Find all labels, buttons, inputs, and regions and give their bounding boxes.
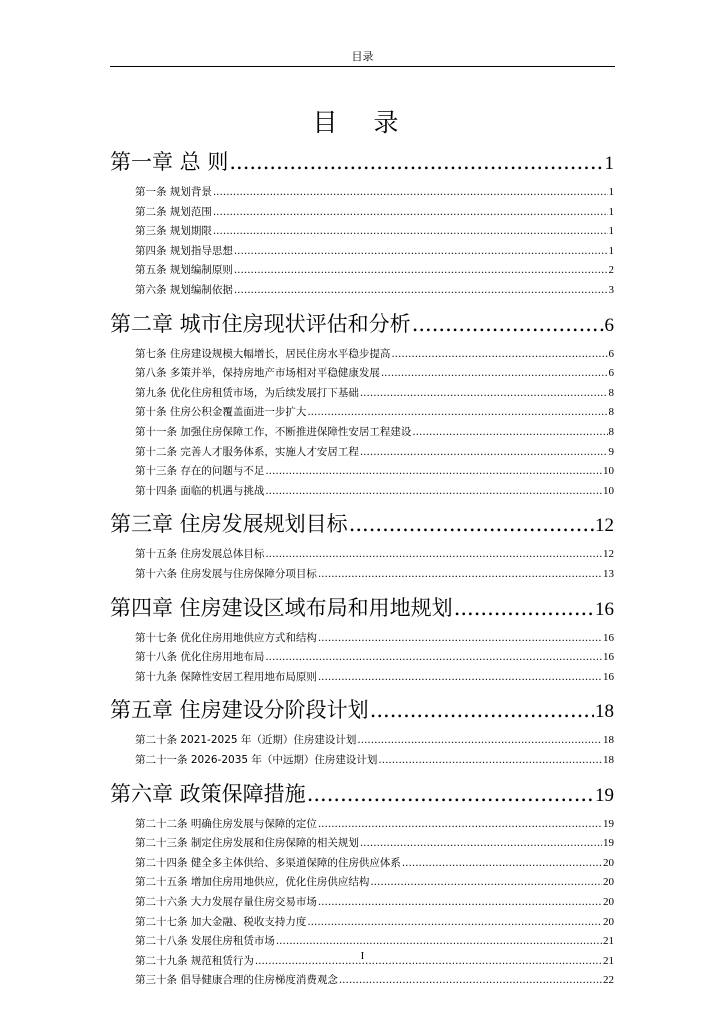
toc-dot-leader	[229, 148, 603, 176]
toc-entry-label: 第十五条 住房发展总体目标	[135, 548, 265, 561]
toc-dot-leader	[318, 669, 602, 685]
toc-section-entry[interactable]	[135, 262, 614, 278]
toc-page-number: 2	[608, 264, 614, 277]
toc-section-entry[interactable]	[135, 282, 614, 298]
toc-page-number: 8	[608, 386, 614, 399]
toc-page-number: 1	[608, 244, 614, 257]
toc-dot-leader	[318, 894, 602, 910]
toc-page-number: 9	[608, 445, 614, 458]
toc-section-entry[interactable]	[135, 855, 614, 871]
toc-dot-leader	[318, 566, 602, 582]
toc-entry-label: 第十八条 优化住房用地布局	[135, 651, 265, 664]
toc-entry-label: 第五条 规划编制原则	[135, 264, 233, 277]
toc-section-entry[interactable]	[135, 566, 614, 582]
toc-dot-leader	[234, 262, 608, 278]
toc-dot-leader	[391, 346, 607, 362]
toc-page-number: 19	[595, 784, 614, 806]
toc-section-entry[interactable]	[135, 914, 614, 930]
toc-page-number: 6	[604, 314, 614, 336]
toc-page-number: 6	[608, 347, 614, 360]
toc-dot-leader	[357, 732, 602, 748]
toc-section-entry[interactable]	[135, 630, 614, 646]
toc-entry-label: 第三十条 倡导健康合理的住房梯度消费观念	[135, 974, 338, 987]
toc-dot-leader	[349, 510, 594, 538]
toc-entry-label: 第十条 住房公积金覆盖面进一步扩大	[135, 406, 307, 419]
toc-dot-leader	[381, 365, 608, 381]
toc-dot-leader	[276, 933, 602, 949]
toc-page-number: 20	[603, 856, 614, 869]
toc-entry-label: 第二章 城市住房现状评估和分析	[110, 311, 411, 336]
toc-entry-label: 第三条 规划期限	[135, 225, 212, 238]
toc-chapter-entry[interactable]	[110, 594, 614, 622]
toc-page-number: 1	[604, 153, 614, 174]
toc-entry-label: 第四条 规划指导思想	[135, 244, 233, 257]
toc-section-entry[interactable]	[135, 243, 614, 259]
toc-section-entry[interactable]	[135, 223, 614, 239]
toc-page-number: 6	[608, 367, 614, 380]
toc-entry-label: 第二十一条 2026-2035 年（中远期）住房建设计划	[135, 754, 378, 766]
toc-chapter-entry[interactable]	[110, 780, 614, 808]
toc-entry-label: 第二条 规划范围	[135, 205, 212, 218]
toc-section-entry[interactable]	[135, 184, 614, 200]
toc-page-number: 20	[603, 876, 614, 889]
toc-entry-label: 第十七条 优化住房用地供应方式和结构	[135, 631, 317, 644]
toc-page-number: 19	[603, 817, 614, 830]
toc-entry-label: 第四章 住房建设区域布局和用地规划	[110, 595, 453, 620]
toc-entry-label: 第三章 住房发展规划目标	[110, 512, 348, 537]
toc-dot-leader	[454, 594, 594, 622]
page-number: I	[360, 950, 365, 962]
toc-section-entry[interactable]	[135, 894, 614, 910]
toc-entry-label: 第六章 政策保障措施	[110, 781, 306, 806]
toc-dot-leader	[265, 546, 602, 562]
toc-entry-label: 第二十二条 明确住房发展与保障的定位	[135, 817, 317, 830]
toc-entry-label: 第二十五条 增加住房用地供应，优化住房供应结构	[135, 876, 370, 889]
toc-dot-leader	[339, 972, 602, 988]
toc-entry-label: 第一条 规划背景	[135, 186, 212, 198]
toc-section-entry[interactable]	[135, 669, 614, 685]
toc-section-entry[interactable]	[135, 933, 614, 949]
toc-dot-leader	[234, 243, 608, 259]
toc-entry-label: 第六条 规划编制依据	[135, 284, 233, 296]
page-title: 目 录	[312, 108, 413, 137]
toc-page-number: 18	[595, 701, 614, 723]
toc-section-entry[interactable]	[135, 365, 614, 381]
toc-entry-label: 第二十四条 健全多主体供给、多渠道保障的住房供应体系	[135, 856, 401, 869]
toc-dot-leader	[213, 223, 608, 239]
toc-section-entry[interactable]	[135, 463, 614, 479]
toc-dot-leader	[360, 444, 608, 460]
toc-page-number: 1	[608, 186, 614, 198]
toc-dot-leader	[213, 204, 608, 220]
toc-dot-leader	[307, 914, 602, 930]
toc-dot-leader	[265, 649, 602, 665]
toc-section-entry[interactable]	[135, 404, 614, 420]
toc-chapter-entry[interactable]	[110, 696, 614, 724]
toc-page-number: 8	[608, 406, 614, 419]
toc-section-entry[interactable]	[135, 204, 614, 220]
toc-chapter-entry[interactable]	[110, 310, 614, 338]
toc-page-number: 3	[608, 284, 614, 296]
toc-page-number: 21	[603, 935, 614, 948]
toc-page-number: 16	[603, 670, 614, 683]
toc-chapter-entry[interactable]	[110, 148, 614, 176]
toc-page-number: 10	[603, 465, 614, 478]
toc-page-number: 19	[603, 837, 614, 850]
toc-chapter-entry[interactable]	[110, 510, 614, 538]
toc-dot-leader	[412, 310, 604, 338]
toc-page-number: 20	[603, 896, 614, 908]
toc-section-entry[interactable]	[135, 546, 614, 562]
toc-page-number: 16	[603, 631, 614, 644]
toc-page-number: 8	[608, 426, 614, 438]
toc-page-number: 21	[603, 954, 614, 967]
toc-entry-label: 第二十八条 发展住房租赁市场	[135, 935, 275, 948]
toc-page-number: 1	[608, 225, 614, 238]
toc-section-entry[interactable]	[135, 483, 614, 499]
toc-dot-leader	[265, 483, 602, 499]
toc-page-number: 12	[595, 515, 614, 537]
toc-dot-leader	[318, 816, 602, 832]
toc-section-entry[interactable]	[135, 816, 614, 832]
toc-section-entry[interactable]	[135, 732, 614, 748]
toc-entry-label: 第十二条 完善人才服务体系，实施人才安居工程	[135, 445, 359, 458]
toc-section-entry[interactable]	[135, 874, 614, 890]
toc-dot-leader	[265, 463, 602, 479]
toc-entry-label: 第九条 优化住房租赁市场，为后续发展打下基础	[135, 386, 359, 399]
toc-entry-label: 第十九条 保障性安居工程用地布局原则	[135, 670, 317, 683]
toc-entry-label: 第二十九条 规范租赁行为	[135, 954, 254, 967]
toc-entry-label: 第二十三条 制定住房发展和住房保障的相关规划	[135, 837, 359, 850]
toc-entry-label: 第二十六条 大力发展存量住房交易市场	[135, 896, 317, 908]
toc-entry-label: 第十六条 住房发展与住房保障分项目标	[135, 568, 317, 580]
toc-entry-label: 第一章 总 则	[110, 150, 229, 174]
toc-entry-label: 第五章 住房建设分阶段计划	[110, 698, 369, 723]
toc-section-entry[interactable]	[135, 346, 614, 362]
toc-page-number: 18	[603, 734, 614, 747]
toc-dot-leader	[360, 835, 602, 851]
toc-dot-leader	[318, 630, 602, 646]
toc-dot-leader	[307, 780, 594, 808]
toc-dot-leader	[402, 855, 602, 871]
toc-page-number: 18	[603, 754, 614, 766]
toc-page-number: 12	[603, 548, 614, 561]
toc-section-entry[interactable]	[135, 835, 614, 851]
toc-page-number: 16	[595, 598, 614, 620]
toc-entry-label: 第十一条 加强住房保障工作，不断推进保障性安居工程建设	[135, 426, 412, 438]
toc-entry-label: 第八条 多策并举，保持房地产市场相对平稳健康发展	[135, 367, 380, 380]
toc-dot-leader	[370, 696, 594, 724]
toc-page-number: 16	[603, 651, 614, 664]
toc-section-entry[interactable]	[135, 649, 614, 665]
toc-section-entry[interactable]	[135, 752, 614, 768]
toc-page-number: 1	[608, 205, 614, 218]
toc-section-entry[interactable]	[135, 444, 614, 460]
toc-dot-leader	[213, 184, 608, 200]
toc-dot-leader	[307, 404, 607, 420]
header-rule	[110, 66, 615, 67]
toc-dot-leader	[234, 282, 608, 298]
toc-entry-label: 第七条 住房建设规模大幅增长，居民住房水平稳步提高	[135, 347, 391, 360]
toc-dot-leader	[360, 385, 608, 401]
toc-page-number: 13	[603, 568, 614, 580]
running-header: 目录	[351, 50, 374, 63]
toc-dot-leader	[378, 752, 602, 768]
toc-dot-leader	[370, 874, 602, 890]
toc-entry-label: 第二十条 2021-2025 年（近期）住房建设计划	[135, 734, 357, 747]
toc-entry-label: 第十四条 面临的机遇与挑战	[135, 484, 265, 497]
toc-entry-label: 第十三条 存在的问题与不足	[135, 465, 265, 478]
toc-page-number: 20	[603, 915, 614, 928]
toc-entry-label: 第二十七条 加大金融、税收支持力度	[135, 915, 307, 928]
toc-page-number: 22	[603, 974, 614, 987]
toc-dot-leader	[412, 424, 607, 440]
toc-section-entry[interactable]	[135, 424, 614, 440]
toc-section-entry[interactable]	[135, 972, 614, 988]
toc-page-number: 10	[603, 484, 614, 497]
toc-section-entry[interactable]	[135, 385, 614, 401]
